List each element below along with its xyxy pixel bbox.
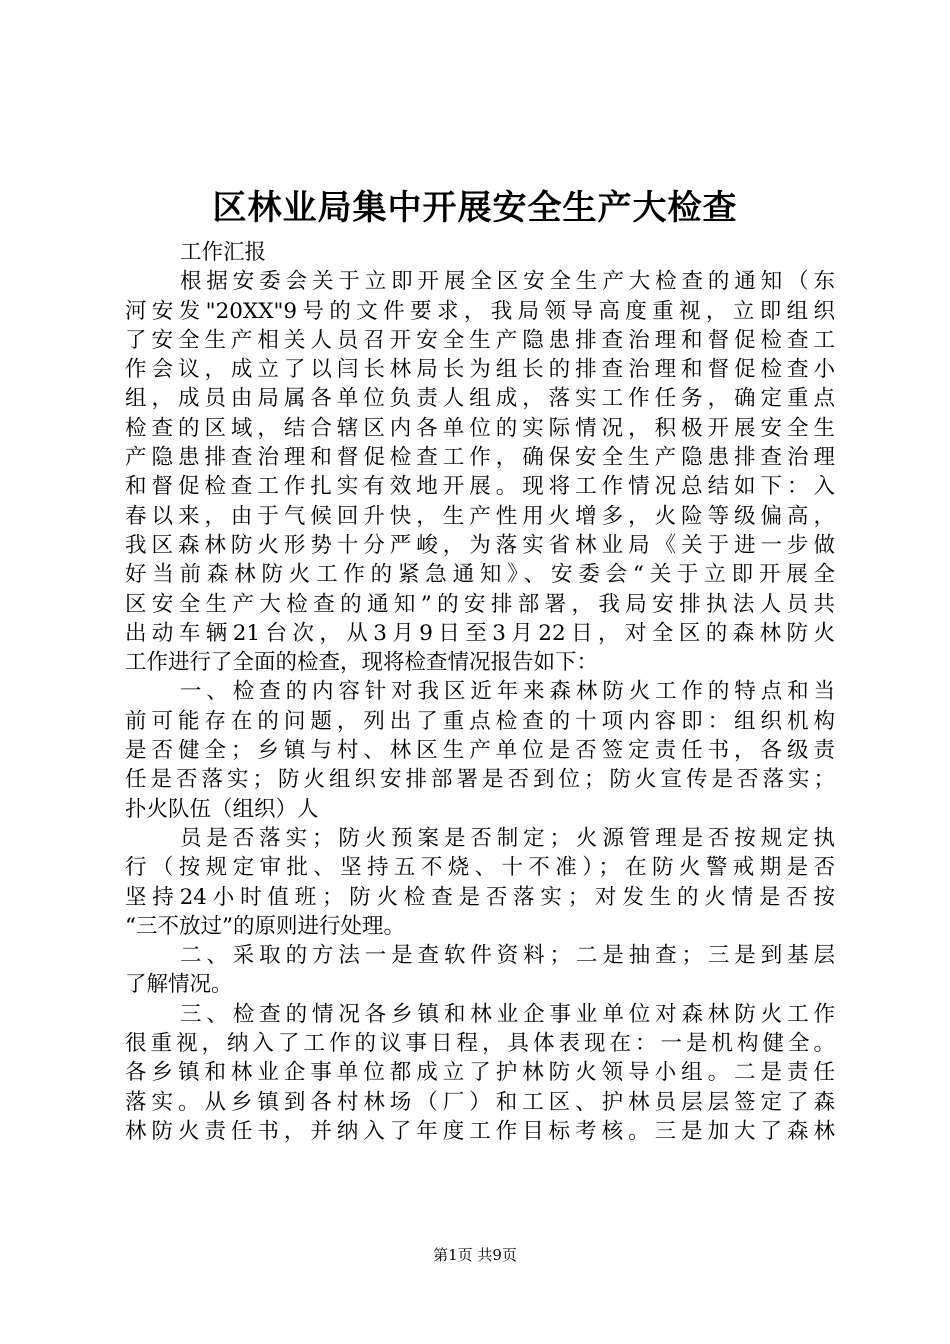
text-line: 坚持24小时值班；防火检查是否落实；对发生的火情是否按: [125, 884, 835, 910]
text-line: 落实。从乡镇到各村林场（厂）和工区、护林员层层签定了森: [125, 1089, 835, 1115]
document-title: 区林业局集中开展安全生产大检查: [212, 188, 738, 228]
text-line: 是否健全；乡镇与村、林区生产单位是否签定责任书，各级责: [125, 738, 835, 764]
text-line: 三、检查的情况各乡镇和林业企事业单位对森林防火工作: [180, 1001, 835, 1027]
text-line: 组，成员由局属各单位负责人组成，落实工作任务，确定重点: [125, 386, 835, 412]
text-line: 区安全生产大检查的通知”的安排部署，我局安排执法人员共: [125, 591, 835, 617]
text-line: 前可能存在的问题，列出了重点检查的十项内容即：组织机构: [125, 708, 835, 734]
text-line: 林防火责任书，并纳入了年度工作目标考核。三是加大了森林: [125, 1118, 835, 1144]
text-line: 作会议，成立了以闫长林局长为组长的排查治理和督促检查小: [125, 357, 835, 383]
text-line: 出动车辆21台次，从3月9日至3月22日，对全区的森林防火: [125, 620, 835, 646]
text-line: 一、检查的内容针对我区近年来森林防火工作的特点和当: [180, 679, 835, 705]
page-number-footer: 第1页 共9页: [433, 1246, 517, 1264]
text-line: 了安全生产相关人员召开安全生产隐患排查治理和督促检查工: [125, 327, 835, 353]
text-line: 各乡镇和林业企事单位都成立了护林防火领导小组。二是责任: [125, 1060, 835, 1086]
text-line: 检查的区域，结合辖区内各单位的实际情况，积极开展安全生: [125, 415, 835, 441]
text-line: 二、采取的方法一是查软件资料；二是抽查；三是到基层: [180, 943, 835, 969]
text-line: 工作汇报: [180, 240, 267, 265]
text-line: 我区森林防火形势十分严峻，为落实省林业局《关于进一步做: [125, 532, 835, 558]
text-line: 春以来，由于气候回升快，生产性用火增多，火险等级偏高，: [125, 503, 835, 529]
text-line: 好当前森林防火工作的紧急通知》、安委会“关于立即开展全: [125, 562, 835, 588]
document-body: [125, 238, 835, 1146]
text-line: 了解情况。: [125, 972, 233, 998]
text-line: 扑火队伍（组织）人: [125, 796, 319, 822]
text-line: 工作进行了全面的检查，现将检查情况报告如下：: [125, 650, 599, 676]
text-line: “三不放过”的原则进行处理。: [125, 913, 405, 939]
text-line: 根据安委会关于立即开展全区安全生产大检查的通知（东: [180, 269, 835, 295]
text-line: 产隐患排查治理和督促检查工作，确保安全生产隐患排查治理: [125, 445, 835, 471]
text-line: 任是否落实；防火组织安排部署是否到位；防火宣传是否落实；: [125, 767, 835, 793]
text-line: 行（按规定审批、坚持五不烧、十不准）；在防火警戒期是否: [125, 855, 835, 881]
text-line: 很重视，纳入了工作的议事日程，具体表现在：一是机构健全。: [125, 1031, 835, 1057]
text-line: 和督促检查工作扎实有效地开展。现将工作情况总结如下：入: [125, 474, 835, 500]
text-line: 河安发"20XX"9号的文件要求，我局领导高度重视，立即组织: [125, 298, 835, 324]
text-line: 员是否落实；防火预案是否制定；火源管理是否按规定执: [180, 825, 835, 851]
